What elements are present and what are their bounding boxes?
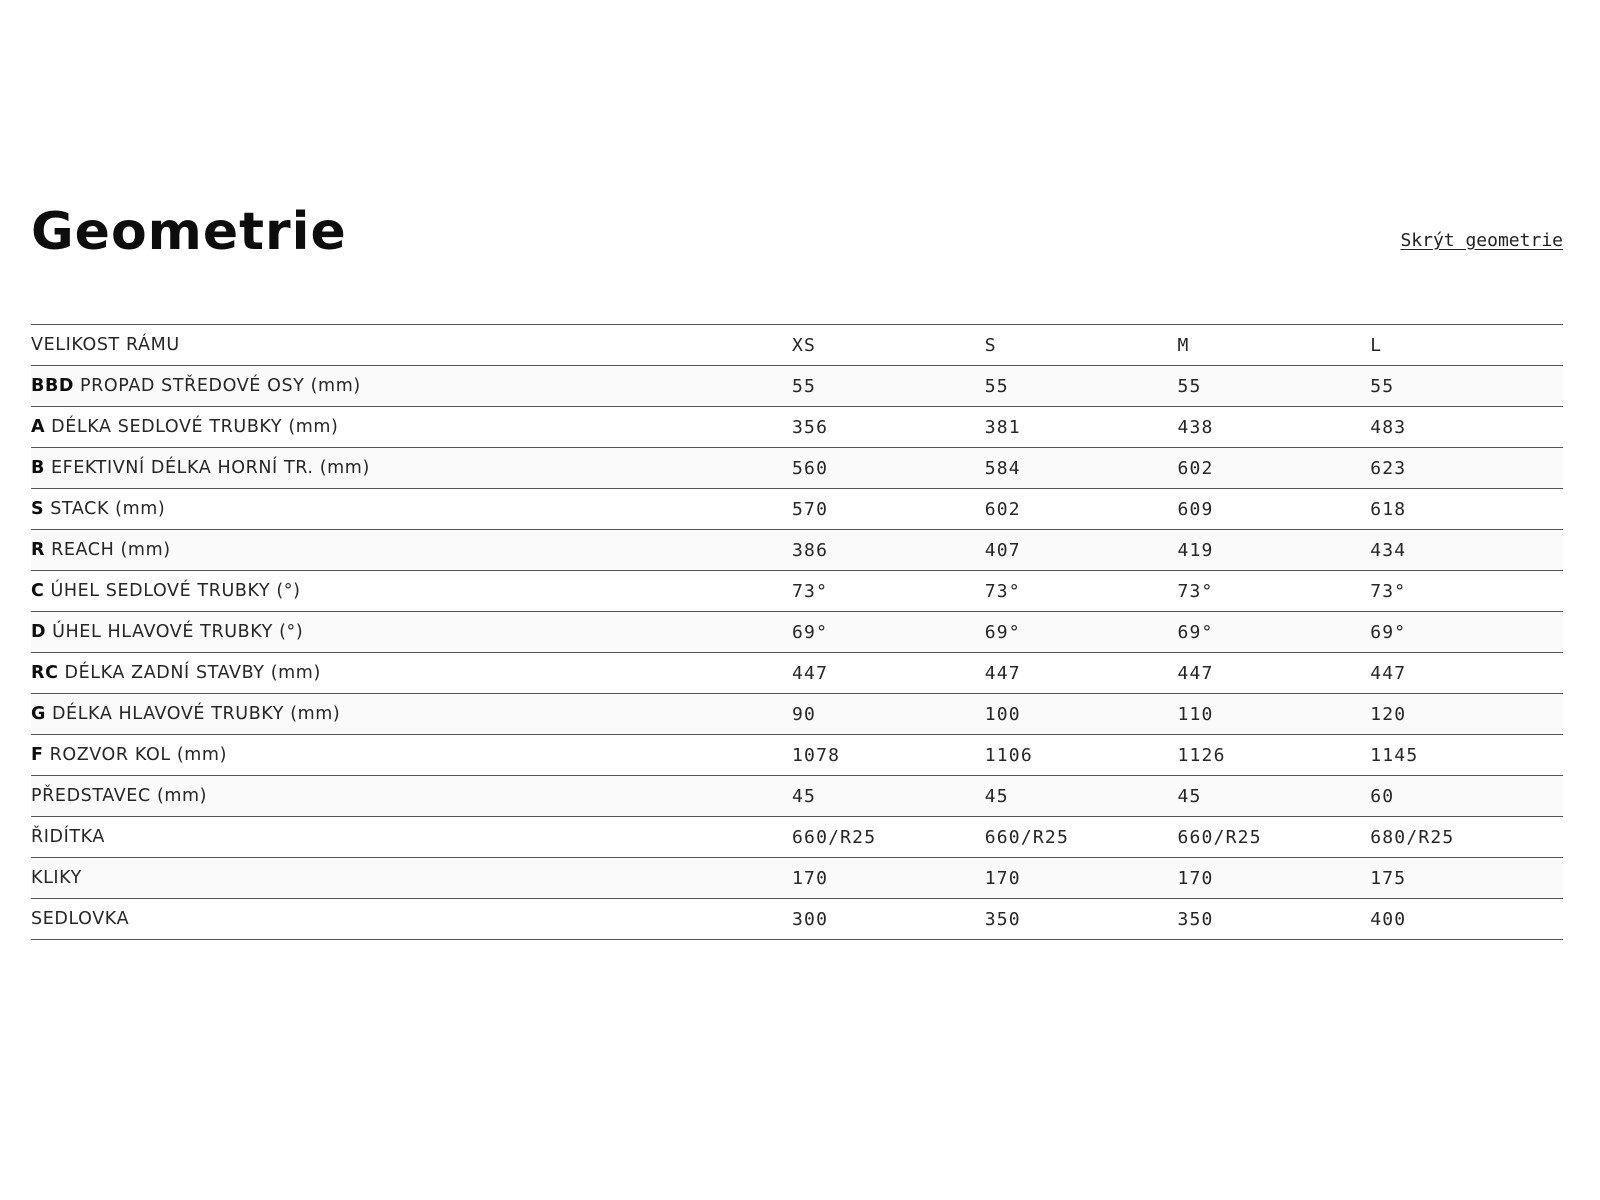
cell-value: 1106 [985,735,1178,776]
cell-value: 55 [1177,366,1370,407]
cell-value: 602 [985,489,1178,530]
cell-value: 170 [792,858,985,899]
cell-value: 447 [792,653,985,694]
cell-value: 609 [1177,489,1370,530]
cell-value: 447 [985,653,1178,694]
cell-value: 69° [792,612,985,653]
row-label [31,653,792,694]
dimension-label: DÉLKA ZADNÍ STAVBY (mm) [64,663,321,683]
cell-value: 483 [1370,407,1563,448]
cell-value: 69° [1177,612,1370,653]
dimension-label: DÉLKA HLAVOVÉ TRUBKY (mm) [51,704,341,724]
cell-value: 55 [1370,366,1563,407]
cell-value: 1126 [1177,735,1370,776]
table-header-row [31,325,1563,366]
cell-value: 110 [1177,694,1370,735]
cell-value: 45 [792,776,985,817]
table-row [31,448,1563,489]
dimension-code: G [31,704,46,724]
cell-value: 584 [985,448,1178,489]
cell-value: 350 [985,899,1178,940]
dimension-label: PŘEDSTAVEC (mm) [31,786,208,806]
row-label [31,448,792,489]
dimension-label: REACH (mm) [51,540,171,560]
row-label [31,612,792,653]
table-row [31,858,1563,899]
cell-value: 560 [792,448,985,489]
size-header: M [1177,325,1370,366]
cell-value: 1145 [1370,735,1563,776]
table-row [31,612,1563,653]
row-label [31,530,792,571]
cell-value: 60 [1370,776,1563,817]
cell-value: 419 [1177,530,1370,571]
page-title: Geometrie [31,202,347,262]
cell-value: 1078 [792,735,985,776]
cell-value: 45 [985,776,1178,817]
table-row [31,694,1563,735]
table-row [31,571,1563,612]
size-header: L [1370,325,1563,366]
dimension-code: C [31,581,45,601]
cell-value: 602 [1177,448,1370,489]
row-label [31,366,792,407]
cell-value: 660/R25 [1177,817,1370,858]
geometry-header [31,196,1563,276]
cell-value: 73° [1370,571,1563,612]
cell-value: 170 [985,858,1178,899]
table-row [31,735,1563,776]
table-body [31,366,1563,940]
row-label [31,407,792,448]
dimension-code: R [31,540,46,560]
row-label [31,571,792,612]
table-row [31,366,1563,407]
dimension-label: ÚHEL SEDLOVÉ TRUBKY (°) [50,581,301,601]
cell-value: 680/R25 [1370,817,1563,858]
dimension-label: SEDLOVKA [31,909,130,929]
dimension-code: S [31,499,45,519]
cell-value: 175 [1370,858,1563,899]
cell-value: 447 [1370,653,1563,694]
cell-value: 618 [1370,489,1563,530]
table-row [31,817,1563,858]
cell-value: 386 [792,530,985,571]
cell-value: 90 [792,694,985,735]
dimension-label: DÉLKA SEDLOVÉ TRUBKY (mm) [51,417,339,437]
row-label [31,776,792,817]
cell-value: 69° [985,612,1178,653]
table-row [31,530,1563,571]
size-header: S [985,325,1178,366]
table-row [31,899,1563,940]
cell-value: 447 [1177,653,1370,694]
dimension-label: PROPAD STŘEDOVÉ OSY (mm) [80,376,361,396]
dimension-code: D [31,622,47,642]
cell-value: 407 [985,530,1178,571]
dimension-code: F [31,745,44,765]
cell-value: 438 [1177,407,1370,448]
table-row [31,653,1563,694]
row-label [31,489,792,530]
geometry-table [31,324,1563,940]
cell-value: 400 [1370,899,1563,940]
dimension-code: A [31,417,46,437]
dimension-label: STACK (mm) [50,499,166,519]
dimension-label: EFEKTIVNÍ DÉLKA HORNÍ TR. (mm) [50,458,370,478]
dimension-code: RC [31,663,59,683]
cell-value: 100 [985,694,1178,735]
dimension-label: KLIKY [31,868,82,888]
cell-value: 45 [1177,776,1370,817]
table-row [31,489,1563,530]
row-label [31,694,792,735]
cell-value: 73° [985,571,1178,612]
cell-value: 120 [1370,694,1563,735]
table-row [31,776,1563,817]
row-label [31,899,792,940]
hide-geometry-link[interactable]: Skrýt geometrie [1400,230,1563,251]
cell-value: 356 [792,407,985,448]
cell-value: 381 [985,407,1178,448]
cell-value: 434 [1370,530,1563,571]
dimension-code: BBD [31,376,75,396]
cell-value: 73° [792,571,985,612]
cell-value: 69° [1370,612,1563,653]
cell-value: 170 [1177,858,1370,899]
size-header: XS [792,325,985,366]
cell-value: 300 [792,899,985,940]
frame-size-header: VELIKOST RÁMU [31,325,792,366]
row-label [31,817,792,858]
cell-value: 55 [792,366,985,407]
cell-value: 660/R25 [792,817,985,858]
row-label [31,735,792,776]
dimension-label: ŘIDÍTKA [31,827,105,847]
cell-value: 570 [792,489,985,530]
cell-value: 73° [1177,571,1370,612]
cell-value: 623 [1370,448,1563,489]
dimension-label: ROZVOR KOL (mm) [49,745,227,765]
table-row [31,407,1563,448]
row-label [31,858,792,899]
dimension-code: B [31,458,45,478]
cell-value: 55 [985,366,1178,407]
cell-value: 350 [1177,899,1370,940]
dimension-label: ÚHEL HLAVOVÉ TRUBKY (°) [52,622,304,642]
cell-value: 660/R25 [985,817,1178,858]
